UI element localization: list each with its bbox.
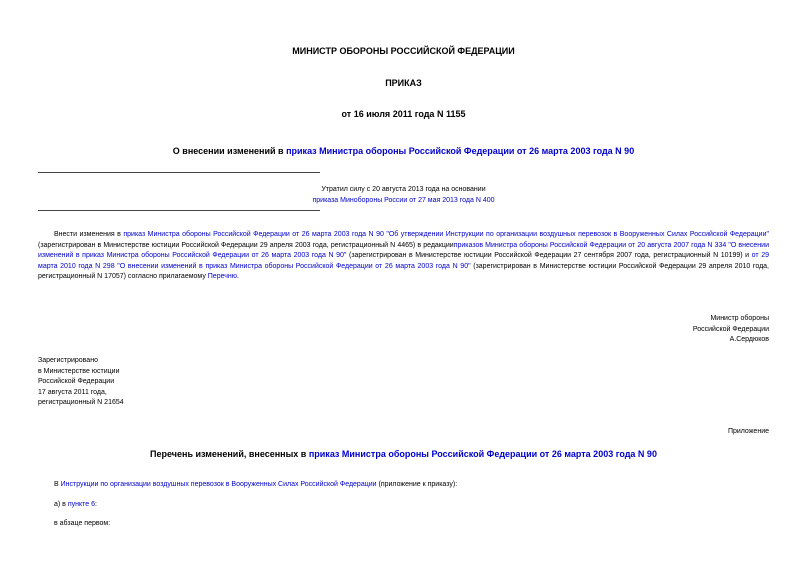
status-repeal-link[interactable]: приказа Минобороны России от 27 мая 2013 года N 400 — [312, 196, 495, 204]
appendix-order-link[interactable]: приказ Министра обороны Российской Федерации от 26 марта 2003 года N 90 — [308, 449, 657, 459]
appendix-label: Приложение — [727, 428, 769, 435]
order-298-link[interactable]: от 29 марта 2010 года N 298 "О внесении изменений в приказ Министра обороны Российской Федерации от 26 марта 2003 года N 90" — [38, 252, 769, 270]
ministry-heading: МИНИСТР ОБОРОНЫ РОССИЙСКОЙ ФЕДЕРАЦИИ — [292, 46, 515, 56]
appendix-item-instruction: В Инструкции по организации воздушных перевозок в Вооруженных Силах Российской Федерации (приложение к приказу): — [54, 481, 458, 488]
title-order-link[interactable]: приказ Министра обороны Российской Федерации от 26 марта 2003 года N 90 — [286, 146, 635, 156]
signature-block: Министр обороны Российской Федерации А.Сердюков — [692, 315, 769, 343]
instruction-link[interactable]: Инструкции по организации воздушных перевозок в Вооруженных Силах Российской Федерации — [60, 481, 377, 488]
status-note: Утратил силу с 20 августа 2013 года на основании приказа Минобороны России от 27 мая 2013 года N 400 — [312, 186, 495, 204]
appendix-item-paragraph: в абзаце первом: — [54, 520, 111, 527]
order-90-link[interactable]: приказ Министра обороны Российской Федерации от 26 марта 2003 года N 90 "Об утверждении Инструкции по организации воздушных перевозок в Вооруженных Силах Российской Федерации" — [123, 231, 769, 238]
appendix-item-clause: а) в пункте 6: — [54, 501, 97, 508]
date-number-heading: от 16 июля 2011 года N 1155 — [341, 109, 466, 119]
divider-bottom — [38, 210, 320, 211]
divider-top — [38, 172, 320, 173]
registration-block: Зарегистрировано в Министерстве юстиции Российской Федерации 17 августа 2011 года, регистрационный N 21654 — [38, 357, 124, 406]
list-link[interactable]: Перечню — [207, 273, 238, 280]
appendix-title: Перечень изменений, внесенных в приказ Министра обороны Российской Федерации от 26 марта 2003 года N 90 — [150, 449, 657, 459]
doc-title: О внесении изменений в приказ Министра обороны Российской Федерации от 26 марта 2003 года N 90 — [172, 146, 635, 156]
body-paragraph: Внести изменения в приказ Министра обороны Российской Федерации от 26 марта 2003 года N 90 "Об утверждении Инструкции по организации воздушных перевозок в Вооруженных Силах Российской Федерации" (зарегистрирован в Министерстве юстиции Российской Федерации 29 апреля 2003 года, регистрационный N 4465) в редакцииприказов Министра обороны Российской Федерации от 20 августа 2007 года N 334 "О внесении изменений в приказ Министра обороны Российской Федерации от 26 марта 2003 года N 90" (зарегистрирован в Министерстве юстиции Российской Федерации 27 сентября 2007 года, регистрационный N 10199) и от 29 марта 2010 года N 298 "О внесении изменений в приказ Министра обороны Российской Федерации от 26 марта 2003 года N 90" (зарегистрирован в Министерстве юстиции Российской Федерации 29 апреля 2010 года, регистрационный N 17057) согласно прилагаемому Перечню. — [38, 231, 769, 280]
order-334-link[interactable]: приказов Министра обороны Российской Федерации от 20 августа 2007 года N 334 "О внесении изменений в приказ Министра обороны Российской Федерации от 26 марта 2003 года N 90" — [38, 241, 769, 259]
clause-6-link[interactable]: пункте 6 — [67, 501, 95, 508]
doc-type-heading: ПРИКАЗ — [385, 78, 422, 88]
